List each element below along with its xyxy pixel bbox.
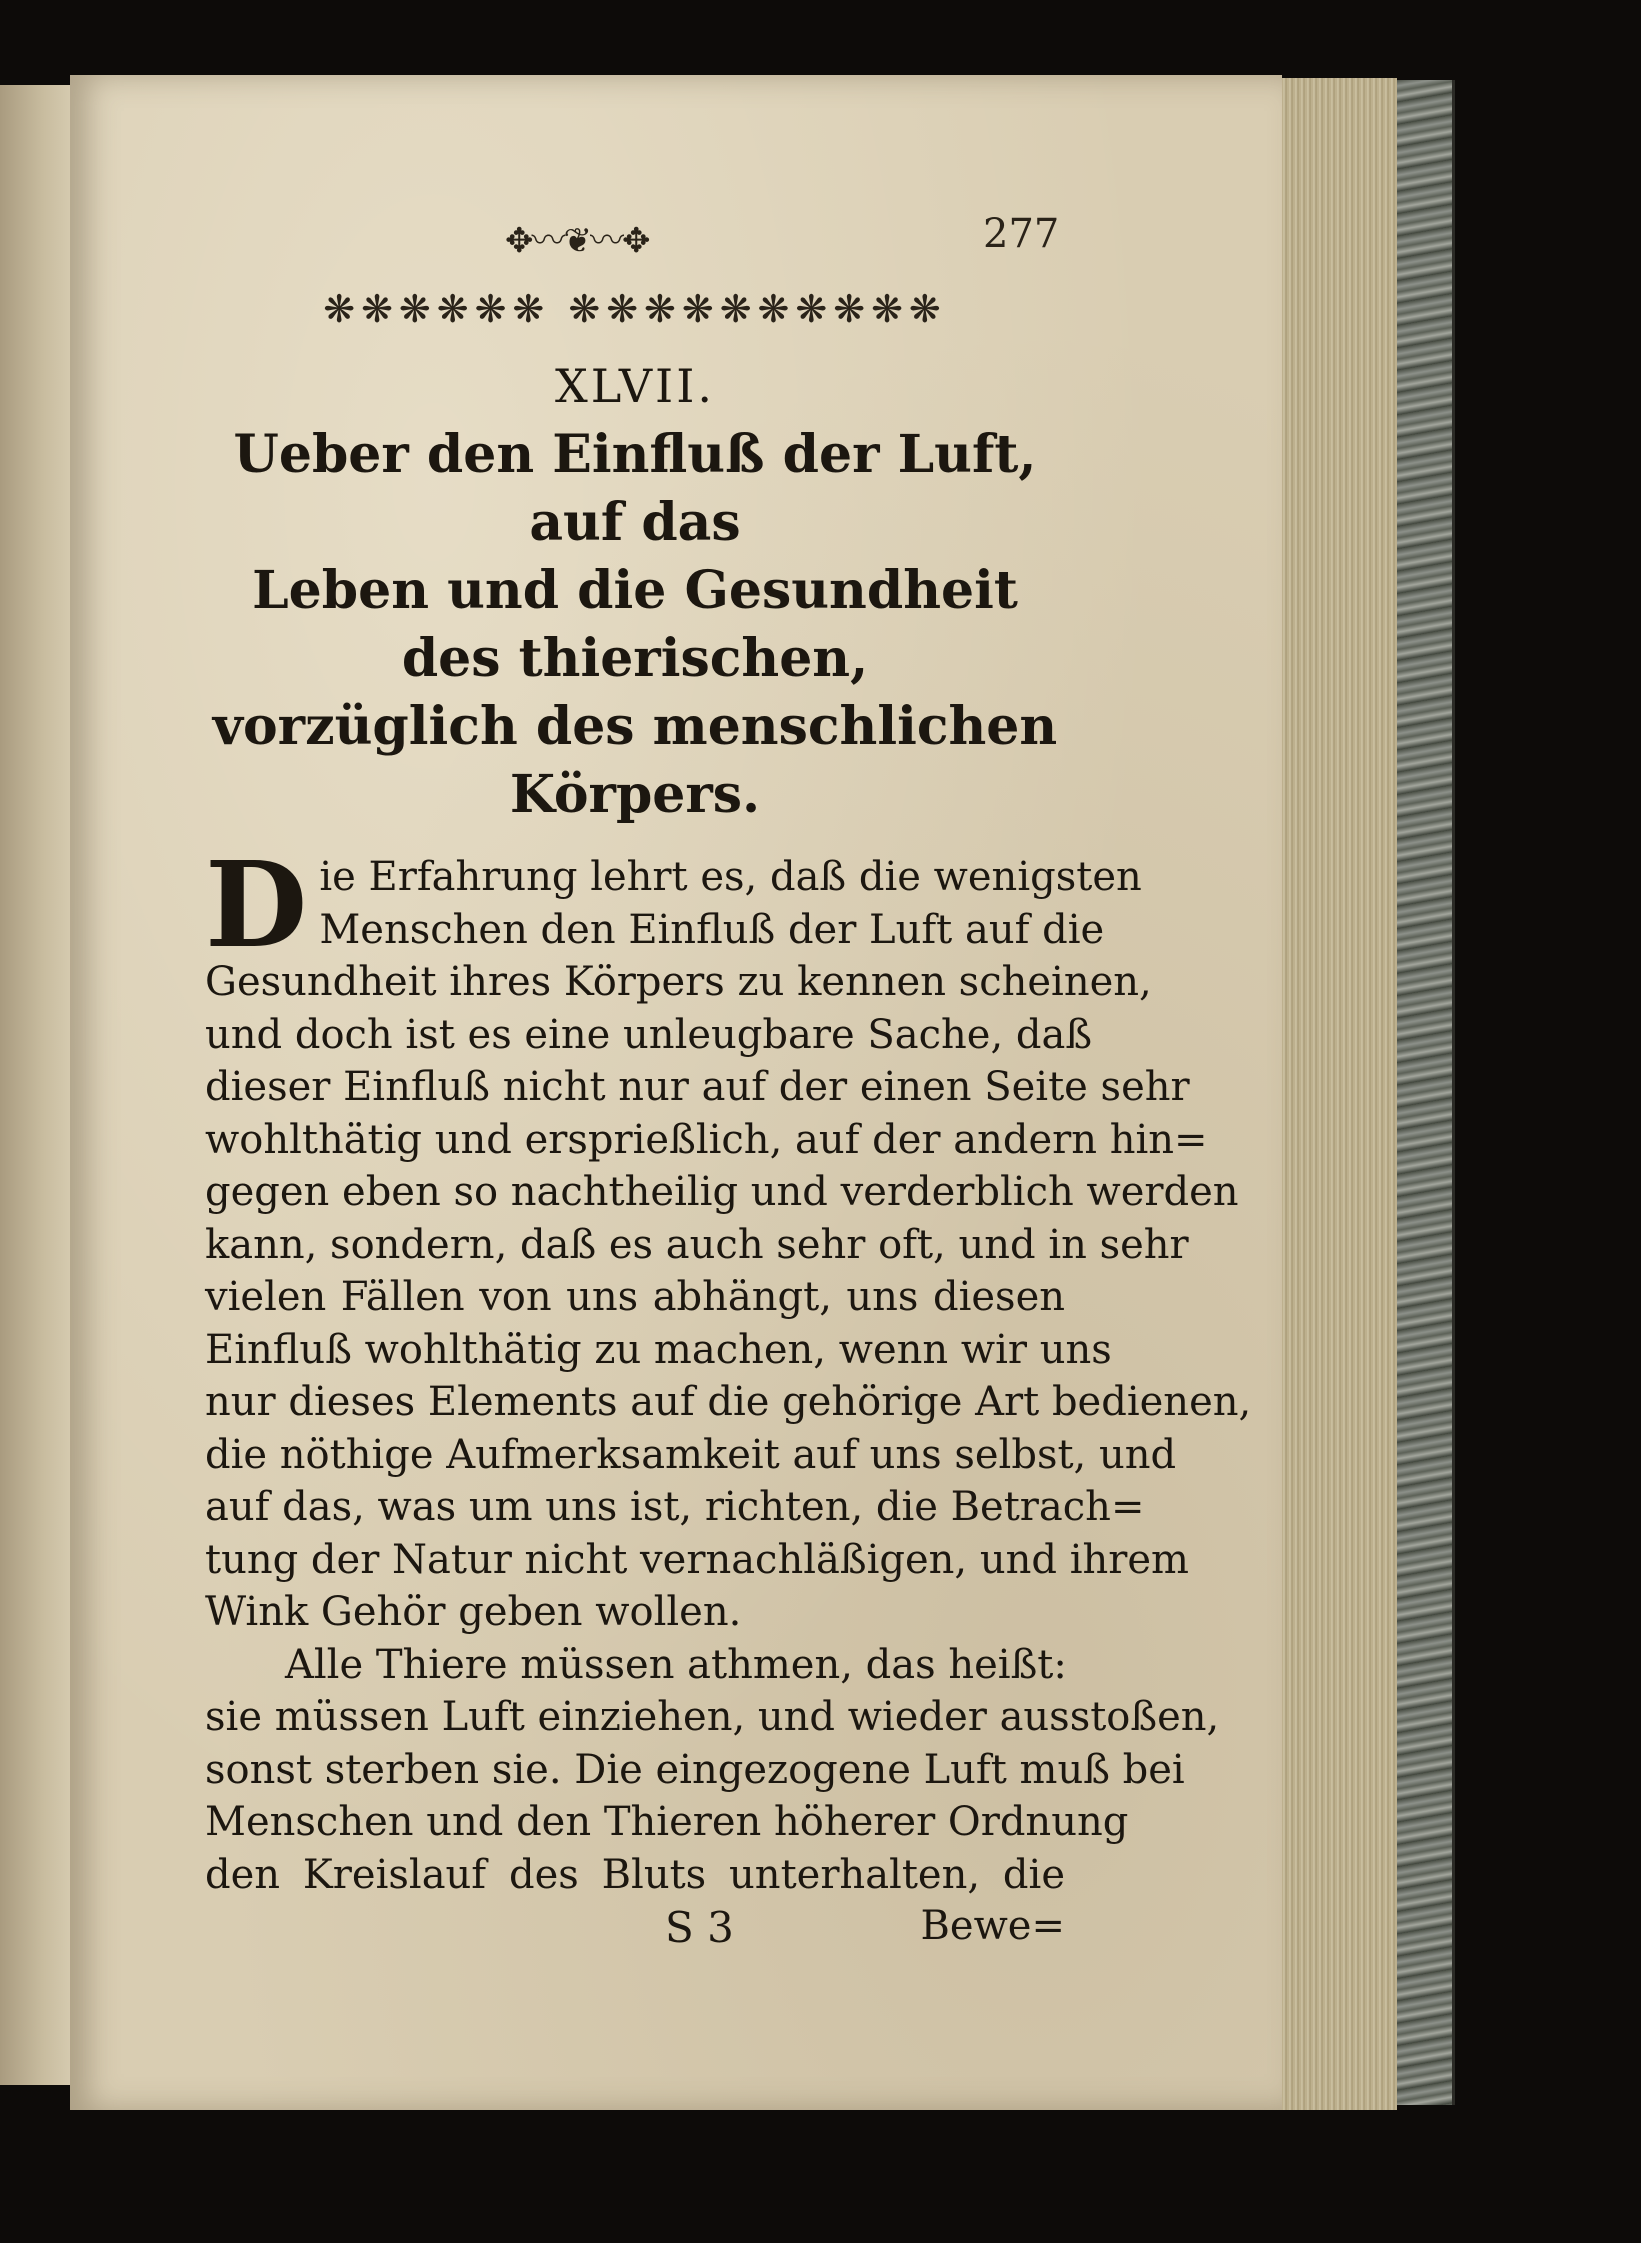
ornament-border-row: ❋❋❋❋❋❋ ❋❋❋❋❋❋❋❋❋❋	[323, 287, 947, 331]
catchword: Bewe=	[920, 1903, 1065, 1949]
title-line: vorzüglich des menschlichen	[212, 696, 1058, 757]
title-line: Körpers.	[509, 764, 761, 825]
title-line: Ueber den Einfluß der Luft, auf das	[233, 424, 1037, 553]
text-line: Menschen und den Thieren höherer Ordnung	[205, 1799, 1129, 1845]
text-line: Menschen den Einfluß der Luft auf die	[319, 906, 1105, 953]
signature-mark: S 3	[665, 1903, 734, 1952]
text-line: und doch ist es eine unleugbare Sache, daß	[205, 1011, 1093, 1058]
header-vignette-ornament: ✥〰❦〰✥	[505, 221, 649, 261]
text-line: tung der Natur nicht vernachläßigen, und ihrem	[205, 1536, 1189, 1583]
text-line: sie müssen Luft einziehen, und wieder ausstoßen,	[205, 1694, 1220, 1740]
text-line: dieser Einfluß nicht nur auf der einen Seite sehr	[205, 1064, 1190, 1110]
marbled-cover	[1397, 80, 1455, 2105]
text-line: den Kreislauf des Bluts unterhalten, die	[205, 1851, 1065, 1898]
text-line: auf das, was um uns ist, richten, die Betrach=	[205, 1484, 1145, 1530]
title-line: Leben und die Gesundheit des thierischen,	[252, 560, 1018, 689]
paragraph-2	[205, 1639, 1220, 1902]
text-line: gegen eben so nachtheilig und verderblich werden	[205, 1169, 1239, 1215]
running-head	[205, 205, 1065, 265]
text-line: vielen Fällen von uns abhängt, uns diesen	[205, 1274, 1065, 1320]
text-line: kann, sondern, daß es auch sehr oft, und in sehr	[205, 1221, 1189, 1268]
text-line: nur dieses Elements auf die gehörige Art bedienen,	[205, 1379, 1252, 1425]
body-text	[205, 835, 1252, 1901]
text-line: wohlthätig und ersprießlich, auf der andern hin=	[205, 1116, 1208, 1163]
chapter-title	[205, 421, 1065, 829]
paragraph-1	[205, 835, 1252, 1639]
facing-page-edge	[0, 85, 74, 2085]
chapter-number: XLVII.	[554, 359, 716, 413]
text-line: die nöthige Aufmerksamkeit auf uns selbst, und	[205, 1431, 1177, 1478]
page-number: 277	[983, 211, 1060, 257]
text-line: ie Erfahrung lehrt es, daß die wenigsten	[319, 854, 1142, 900]
drop-cap: D	[205, 835, 308, 974]
text-line: Einfluß wohlthätig zu machen, wenn wir uns	[205, 1326, 1112, 1373]
page-footer	[205, 1903, 1065, 1963]
text-line: sonst sterben sie. Die eingezogene Luft muß bei	[205, 1746, 1185, 1793]
text-line: Gesundheit ihres Körpers zu kennen scheinen,	[205, 959, 1152, 1005]
page-content	[205, 205, 1252, 1963]
text-line: Alle Thiere müssen athmen, das heißt:	[285, 1641, 1067, 1688]
page-block-edge	[1282, 78, 1397, 2110]
text-line: Wink Gehör geben wollen.	[205, 1589, 742, 1635]
